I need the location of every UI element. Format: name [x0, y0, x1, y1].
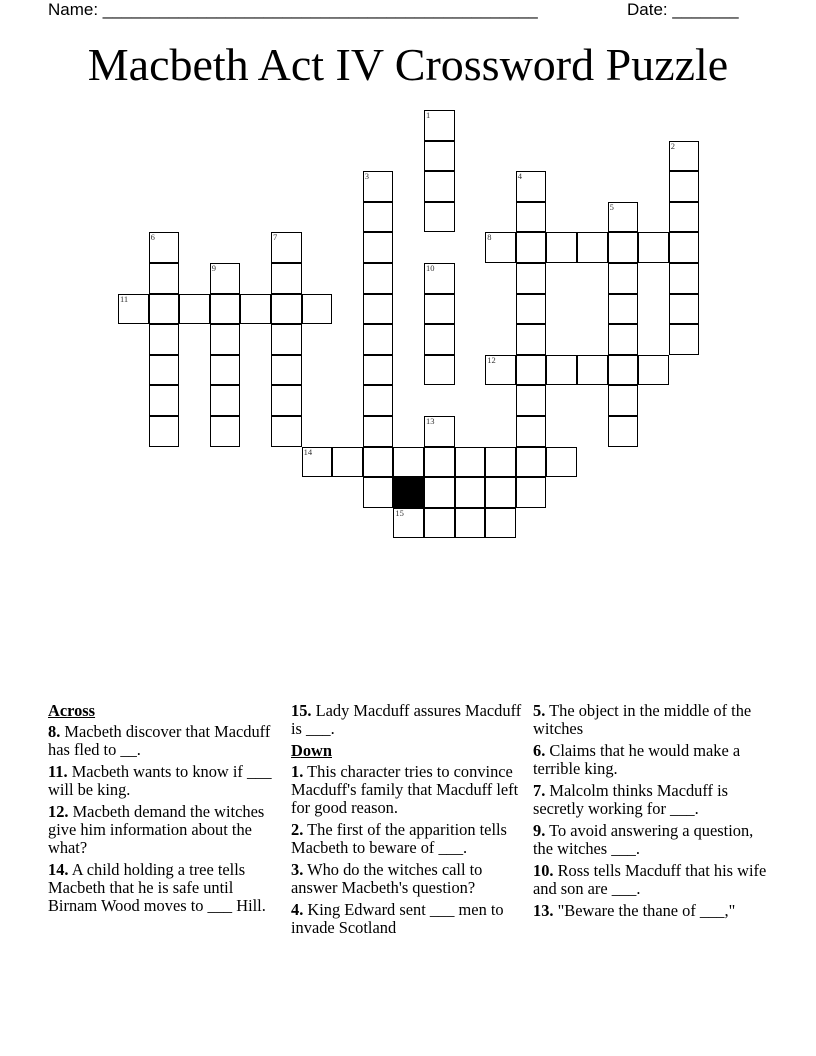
grid-cell[interactable]: [577, 355, 608, 386]
grid-cell[interactable]: [210, 263, 241, 294]
grid-cell[interactable]: [608, 355, 639, 386]
grid-cell[interactable]: [271, 385, 302, 416]
grid-cell[interactable]: [424, 171, 455, 202]
grid-cell[interactable]: [485, 232, 516, 263]
clue-number-label: 9: [211, 263, 217, 273]
down-clue-10: [533, 862, 769, 898]
grid-cell[interactable]: [332, 447, 363, 478]
clues-column-2: [291, 702, 527, 941]
grid-cell[interactable]: [424, 110, 455, 141]
clue-number-label: 12: [487, 354, 496, 365]
clue-number: 3.: [291, 860, 304, 879]
grid-cell[interactable]: [393, 447, 424, 478]
grid-cell[interactable]: [118, 294, 149, 325]
clue-number-label: 10: [426, 263, 435, 273]
grid-cell[interactable]: [608, 324, 639, 355]
grid-cell[interactable]: [271, 294, 302, 325]
grid-cell[interactable]: [669, 263, 700, 294]
grid-cell[interactable]: [638, 355, 669, 386]
clue-text: Macbeth demand the witches give him information about the what?: [48, 802, 265, 857]
grid-cell[interactable]: [577, 232, 608, 263]
clue-number: 8.: [48, 722, 61, 741]
grid-cell[interactable]: [149, 416, 180, 447]
grid-cell[interactable]: [669, 202, 700, 233]
grid-cell[interactable]: [424, 447, 455, 478]
grid-cell[interactable]: [669, 294, 700, 325]
grid-cell[interactable]: [608, 416, 639, 447]
clue-number-label: 6: [150, 232, 155, 243]
grid-cell[interactable]: [149, 324, 180, 355]
grid-cell[interactable]: [638, 232, 669, 263]
grid-cell[interactable]: [516, 416, 547, 447]
grid-cell[interactable]: [240, 294, 271, 325]
grid-cell[interactable]: [516, 294, 547, 325]
grid-cell[interactable]: [363, 263, 394, 294]
grid-cell[interactable]: [516, 385, 547, 416]
grid-cell[interactable]: [424, 477, 455, 508]
black-grid-cell: [393, 477, 424, 508]
grid-cell[interactable]: [424, 324, 455, 355]
clue-number: 5.: [533, 701, 546, 720]
clue-number-label: 3: [364, 171, 370, 182]
grid-cell[interactable]: [516, 263, 547, 294]
clue-number: 4.: [291, 900, 304, 919]
grid-cell[interactable]: [149, 263, 180, 294]
grid-cell[interactable]: [608, 232, 639, 263]
grid-cell[interactable]: [271, 416, 302, 447]
clue-text: The first of the apparition tells Macbeth to beware of ___.: [291, 820, 507, 857]
across-clue-12: [48, 803, 284, 857]
clue-number-label: 11: [120, 293, 129, 304]
clue-text: This character tries to convince Macduff's family that Macduff left for good reason.: [291, 762, 519, 817]
clue-text: Who do the witches call to answer Macbeth's question?: [291, 860, 483, 897]
date-field-label: Date: _______: [627, 0, 739, 19]
grid-cell[interactable]: [271, 232, 302, 263]
grid-cell[interactable]: [363, 294, 394, 325]
grid-cell[interactable]: [149, 355, 180, 386]
clue-text: A child holding a tree tells Macbeth that he is safe until Birnam Wood moves to ___ Hill.: [48, 860, 266, 915]
grid-cell[interactable]: [485, 477, 516, 508]
grid-cell[interactable]: [424, 355, 455, 386]
grid-cell[interactable]: [210, 324, 241, 355]
down-clue-9: [533, 822, 769, 858]
grid-cell[interactable]: [516, 447, 547, 478]
clue-text: "Beware the thane of ___,": [557, 901, 736, 920]
down-clue-13: [533, 902, 769, 920]
across-clue-11: [48, 763, 284, 799]
grid-cell[interactable]: [516, 324, 547, 355]
down-clue-5: [533, 702, 769, 738]
grid-cell[interactable]: [363, 447, 394, 478]
down-clue-7: [533, 782, 769, 818]
across-heading: Across: [48, 701, 96, 720]
clue-number: 12.: [48, 802, 69, 821]
grid-cell[interactable]: [179, 294, 210, 325]
clue-number-label: 5: [609, 201, 614, 212]
clue-number: 2.: [291, 820, 304, 839]
grid-cell[interactable]: [424, 202, 455, 233]
clue-text: The object in the middle of the witches: [533, 701, 752, 738]
clue-text: Lady Macduff assures Macduff is ___.: [291, 701, 522, 738]
grid-cell[interactable]: [516, 355, 547, 386]
grid-cell[interactable]: [363, 385, 394, 416]
across-clue-15: [291, 702, 527, 738]
grid-cell[interactable]: [669, 324, 700, 355]
grid-cell[interactable]: [455, 508, 486, 539]
clue-number-label: 14: [303, 446, 313, 457]
clue-number: 6.: [533, 741, 546, 760]
clue-number: 9.: [533, 821, 546, 840]
grid-cell[interactable]: [424, 416, 455, 447]
grid-cell[interactable]: [485, 355, 516, 386]
down-clue-6: [533, 742, 769, 778]
grid-cell[interactable]: [485, 447, 516, 478]
grid-cell[interactable]: [363, 355, 394, 386]
clue-number-label: 13: [426, 416, 435, 426]
grid-cell[interactable]: [669, 232, 700, 263]
grid-cell[interactable]: [271, 355, 302, 386]
grid-cell[interactable]: [363, 477, 394, 508]
grid-cell[interactable]: [363, 202, 394, 233]
grid-cell[interactable]: [608, 202, 639, 233]
grid-cell[interactable]: [485, 508, 516, 539]
grid-cell[interactable]: [210, 416, 241, 447]
clue-number: 7.: [533, 781, 546, 800]
clue-number-label: 2: [670, 140, 676, 151]
grid-cell[interactable]: [608, 294, 639, 325]
grid-cell[interactable]: [210, 294, 241, 325]
grid-cell[interactable]: [149, 294, 180, 325]
grid-cell[interactable]: [455, 477, 486, 508]
grid-cell[interactable]: [516, 477, 547, 508]
grid-cell[interactable]: [424, 294, 455, 325]
clue-number-label: 8: [487, 232, 492, 243]
clue-text: To avoid answering a question, the witches ___.: [533, 821, 754, 858]
clue-text: King Edward sent ___ men to invade Scotland: [291, 900, 504, 937]
grid-cell[interactable]: [424, 141, 455, 172]
clue-text: Claims that he would make a terrible king.: [533, 741, 741, 778]
page-title: Macbeth Act IV Crossword Puzzle: [87, 39, 729, 90]
clue-number-label: 4: [517, 171, 523, 182]
clue-number: 10.: [533, 861, 554, 880]
grid-cell[interactable]: [608, 263, 639, 294]
grid-cell[interactable]: [149, 232, 180, 263]
grid-cell[interactable]: [669, 141, 700, 172]
grid-cell[interactable]: [546, 232, 577, 263]
grid-cell[interactable]: [393, 508, 424, 539]
grid-cell[interactable]: [271, 324, 302, 355]
grid-cell[interactable]: [210, 385, 241, 416]
grid-cell[interactable]: [210, 355, 241, 386]
clue-number-label: 15: [395, 507, 404, 518]
grid-cell[interactable]: [424, 508, 455, 539]
grid-cell[interactable]: [516, 202, 547, 233]
down-clue-1: [291, 763, 527, 817]
grid-cell[interactable]: [363, 232, 394, 263]
clue-number: 13.: [533, 901, 554, 920]
grid-cell[interactable]: [546, 447, 577, 478]
grid-cell[interactable]: [455, 447, 486, 478]
down-clue-2: [291, 821, 527, 857]
clue-text: Ross tells Macduff that his wife and son are ___.: [533, 861, 767, 898]
grid-cell[interactable]: [608, 385, 639, 416]
name-field-label: Name: ______________________________________________: [48, 0, 538, 19]
grid-cell[interactable]: [149, 385, 180, 416]
clue-text: Malcolm thinks Macduff is secretly working for ___.: [533, 781, 729, 818]
grid-cell[interactable]: [363, 171, 394, 202]
grid-cell[interactable]: [271, 263, 302, 294]
clue-text: Macbeth wants to know if ___ will be king.: [48, 762, 272, 799]
clue-number: 11.: [48, 762, 68, 781]
clue-number: 1.: [291, 762, 304, 781]
across-clue-8: [48, 723, 284, 759]
grid-cell[interactable]: [363, 416, 394, 447]
grid-cell[interactable]: [669, 171, 700, 202]
grid-cell[interactable]: [363, 324, 394, 355]
clue-number-label: 7: [273, 232, 278, 243]
grid-cell[interactable]: [424, 263, 455, 294]
clue-number-label: 1: [426, 110, 431, 120]
clue-number: 15.: [291, 701, 312, 720]
grid-cell[interactable]: [302, 294, 333, 325]
grid-cell[interactable]: [546, 355, 577, 386]
grid-cell[interactable]: [302, 447, 333, 478]
clues-column-1: [48, 702, 284, 919]
down-clue-3: [291, 861, 527, 897]
clue-text: Macbeth discover that Macduff has fled to __.: [48, 722, 271, 759]
down-heading: Down: [291, 741, 332, 760]
across-clue-14: [48, 861, 284, 915]
grid-cell[interactable]: [516, 171, 547, 202]
clue-number: 14.: [48, 860, 69, 879]
clues-column-3: [533, 702, 769, 924]
down-clue-4: [291, 901, 527, 937]
grid-cell[interactable]: [516, 232, 547, 263]
